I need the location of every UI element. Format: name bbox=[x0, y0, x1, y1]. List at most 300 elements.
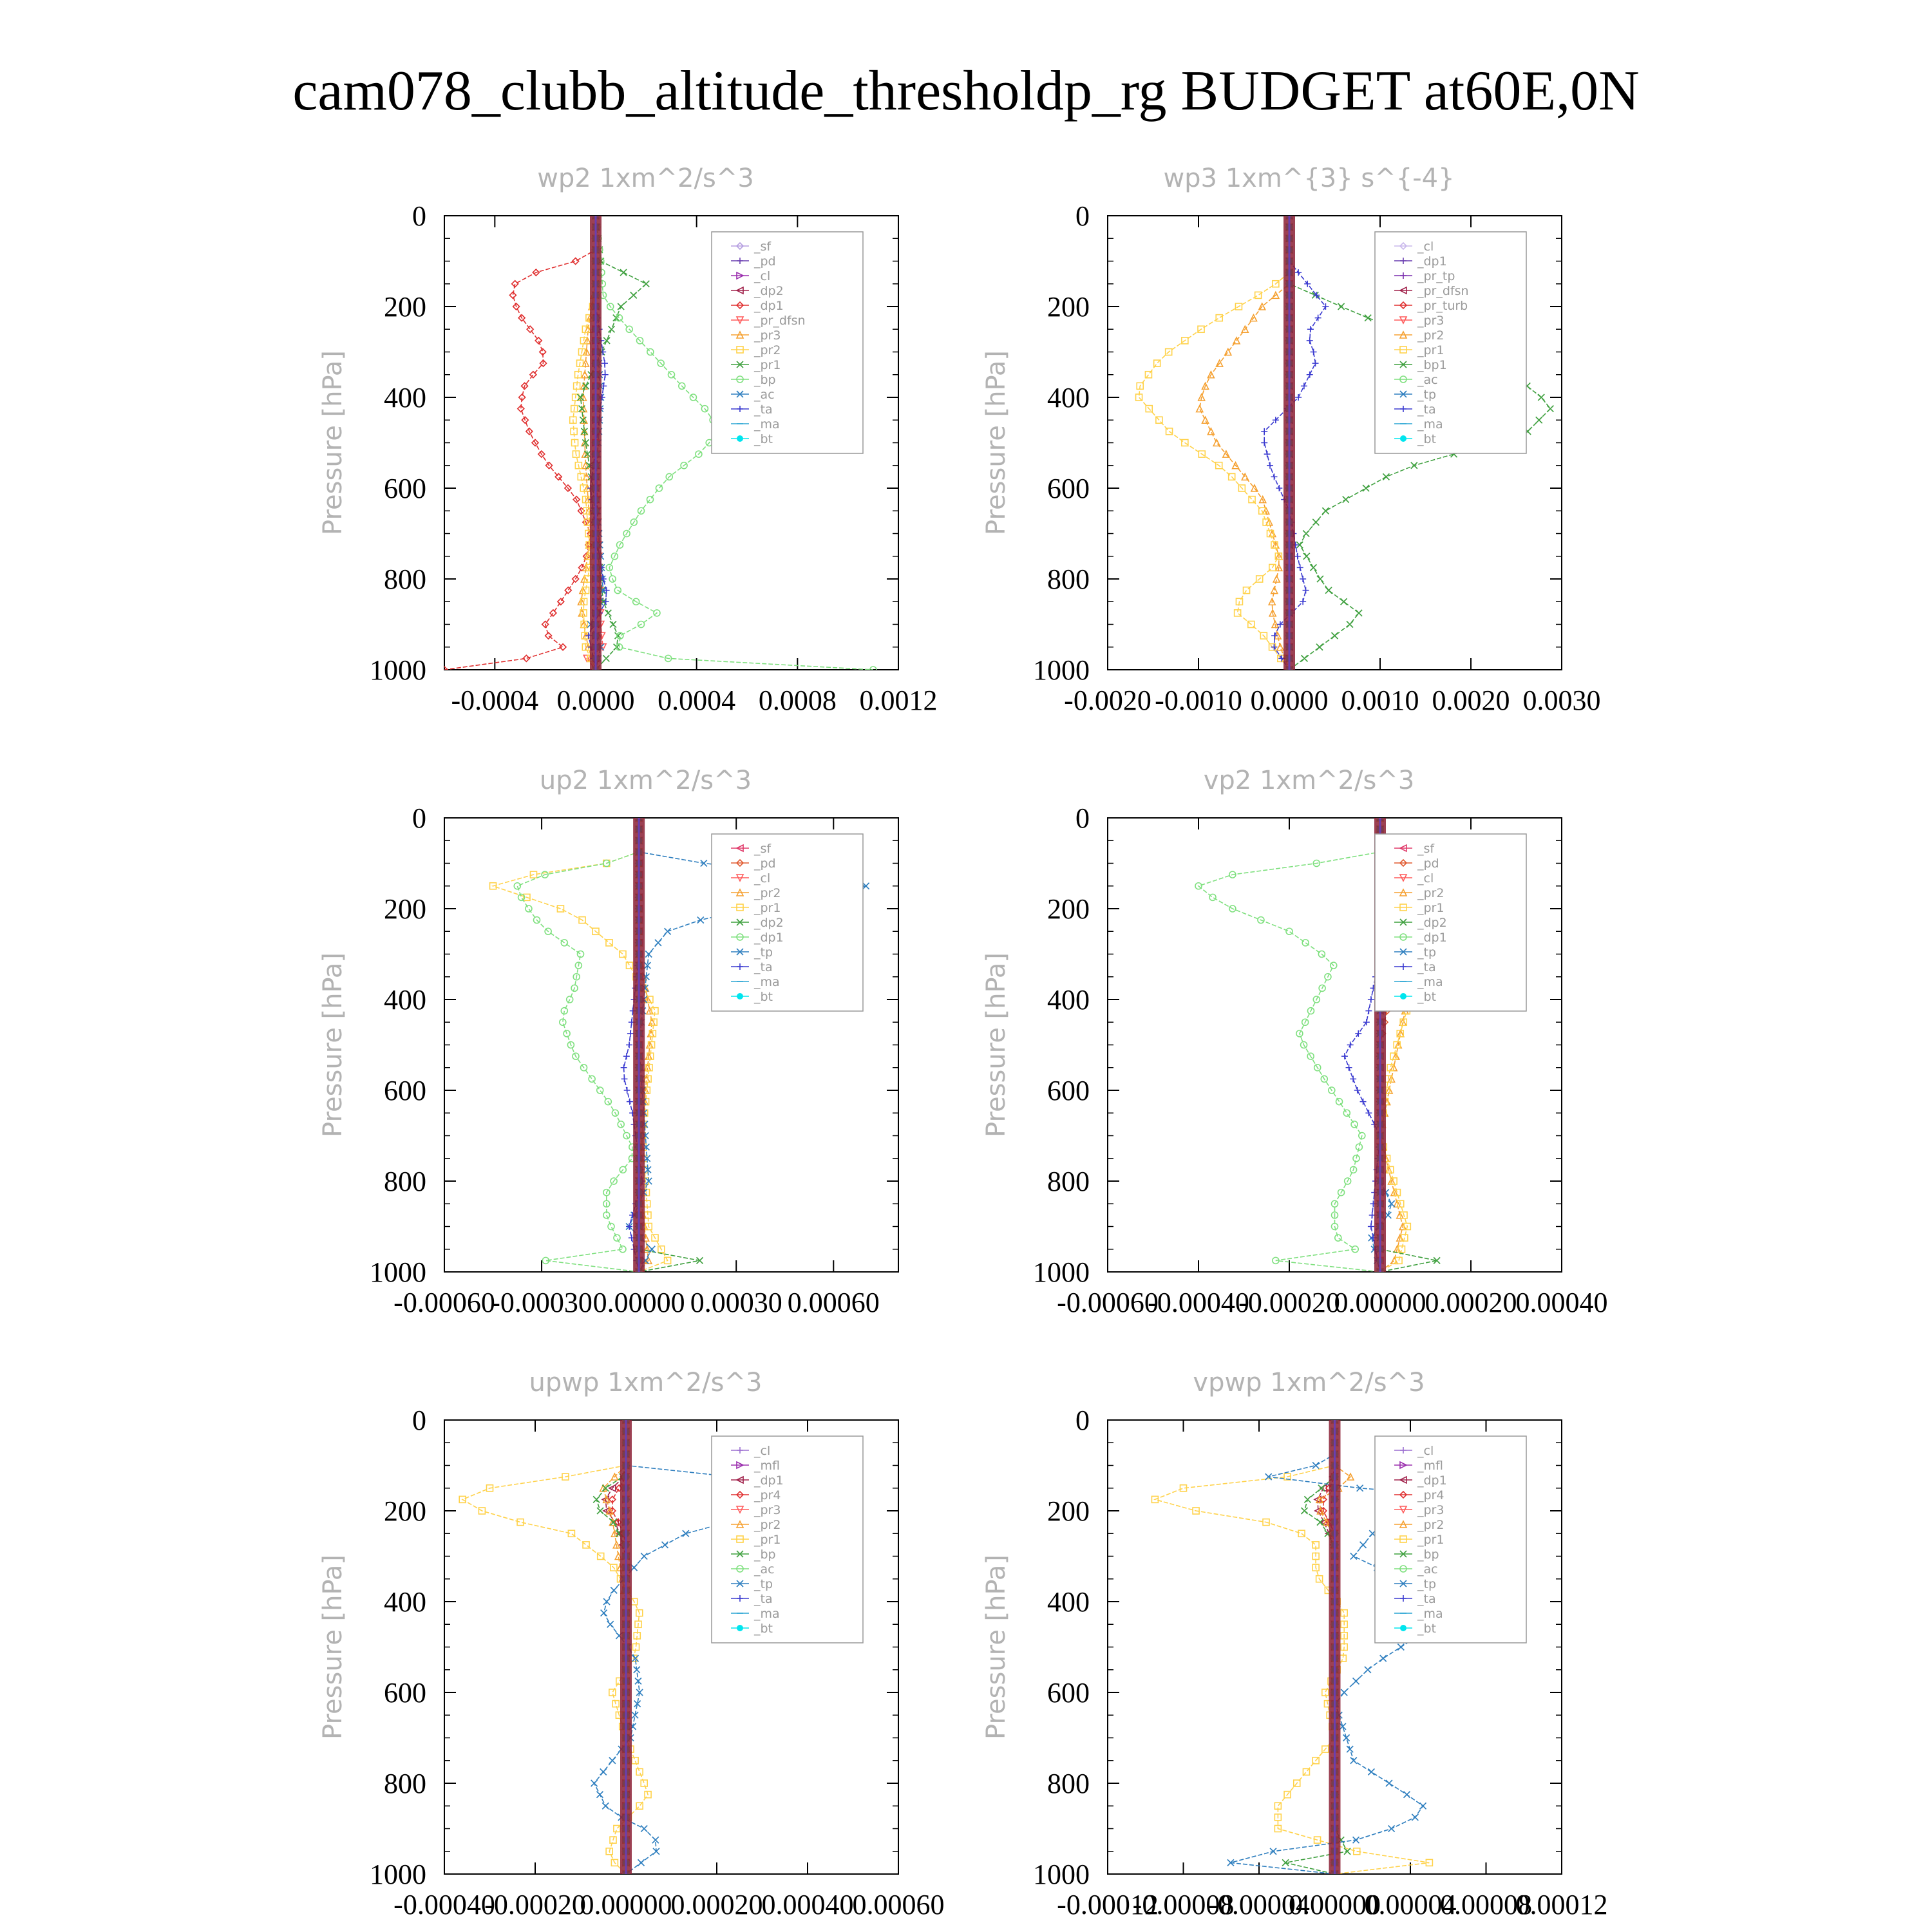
legend bbox=[712, 232, 863, 453]
data-point bbox=[1363, 1019, 1370, 1025]
data-point bbox=[1197, 406, 1203, 412]
x-tick-label: 0.00020 bbox=[1425, 1287, 1517, 1318]
data-point bbox=[623, 1053, 630, 1059]
legend-label: _ta bbox=[1417, 402, 1436, 417]
data-point bbox=[1368, 1224, 1374, 1230]
y-tick-label: 400 bbox=[384, 1586, 426, 1618]
data-point bbox=[1411, 462, 1417, 469]
legend-label: _ac bbox=[754, 388, 775, 402]
x-tick-label: -0.00012 bbox=[1057, 1889, 1159, 1920]
legend-label: _pr_dfsn bbox=[1417, 284, 1469, 298]
data-point bbox=[1312, 360, 1319, 366]
y-tick-label: 200 bbox=[384, 1495, 426, 1527]
legend bbox=[712, 1436, 863, 1643]
data-point bbox=[591, 1780, 598, 1786]
legend-label: _dp1 bbox=[1417, 1473, 1447, 1488]
data-point bbox=[1365, 315, 1371, 321]
data-point bbox=[1420, 1803, 1426, 1809]
y-tick-label: 1000 bbox=[1033, 1256, 1090, 1288]
legend-label: _ma bbox=[754, 1607, 780, 1621]
data-point bbox=[1301, 383, 1307, 389]
data-point bbox=[656, 485, 662, 491]
data-point bbox=[610, 621, 616, 628]
legend-label: _pd bbox=[754, 254, 776, 269]
y-tick-label: 1000 bbox=[370, 654, 426, 686]
x-tick-label: 0.0000 bbox=[1250, 685, 1329, 716]
legend-label: _dp2 bbox=[1417, 916, 1447, 930]
chart-panel-1 bbox=[318, 164, 938, 716]
legend-label: _pr_tp bbox=[1417, 269, 1455, 283]
legend-label: _bp bbox=[754, 373, 776, 387]
legend-label: _bt bbox=[1417, 432, 1437, 446]
legend-label: _pr1 bbox=[1417, 343, 1444, 357]
data-point bbox=[1264, 451, 1271, 457]
legend-label: _bt bbox=[754, 1622, 773, 1636]
x-tick-label: 0.00030 bbox=[690, 1287, 782, 1318]
data-point bbox=[1208, 428, 1214, 435]
data-point bbox=[1261, 440, 1267, 446]
y-tick-label: 200 bbox=[1047, 1495, 1090, 1527]
data-point bbox=[1363, 485, 1369, 491]
data-point bbox=[1271, 473, 1278, 480]
data-point bbox=[1332, 632, 1338, 639]
chart-panel-6 bbox=[981, 1368, 1608, 1920]
legend-label: _pr3 bbox=[754, 328, 781, 343]
data-point bbox=[630, 292, 637, 298]
legend-label: _cl bbox=[1417, 1444, 1434, 1458]
legend-box bbox=[1375, 232, 1526, 453]
legend-label: _cl bbox=[1417, 871, 1434, 886]
chart-panel-2 bbox=[981, 164, 1601, 716]
data-point bbox=[1350, 1757, 1357, 1764]
data-point bbox=[620, 269, 627, 276]
legend-label: _pd bbox=[754, 857, 776, 871]
y-tick-label: 1000 bbox=[370, 1859, 426, 1890]
data-point bbox=[1302, 655, 1308, 661]
x-tick-label: 0.0012 bbox=[859, 685, 938, 716]
legend-label: _bt bbox=[754, 990, 773, 1004]
legend-box bbox=[712, 232, 863, 453]
y-tick-label: 600 bbox=[384, 1075, 426, 1106]
legend-label: _pr_dfsn bbox=[754, 314, 806, 328]
legend-label: _pr1 bbox=[754, 901, 781, 915]
data-point bbox=[1216, 315, 1222, 321]
data-point bbox=[1307, 326, 1314, 332]
x-tick-label: 0.0020 bbox=[1432, 685, 1510, 716]
legend bbox=[1375, 834, 1526, 1011]
legend-label: _ac bbox=[754, 1562, 775, 1577]
legend-label: _mfl bbox=[1417, 1459, 1443, 1473]
data-point bbox=[627, 1030, 634, 1037]
data-point bbox=[1368, 1768, 1374, 1775]
legend-label: _ma bbox=[1417, 975, 1443, 989]
legend-label: _bt bbox=[754, 432, 773, 446]
legend-label: _pr4 bbox=[1417, 1488, 1444, 1502]
data-point bbox=[1312, 1463, 1319, 1469]
x-tick-label: 0.00060 bbox=[852, 1889, 945, 1920]
data-point bbox=[1354, 1087, 1361, 1094]
x-tick-label: 0.00000 bbox=[580, 1889, 672, 1920]
legend-label: _tp bbox=[1417, 388, 1437, 402]
data-point bbox=[1412, 1814, 1418, 1821]
legend-label: _pr3 bbox=[1417, 314, 1444, 328]
y-tick-label: 1000 bbox=[370, 1256, 426, 1288]
data-point bbox=[611, 1587, 617, 1593]
data-point bbox=[602, 372, 609, 378]
y-tick-label: 600 bbox=[384, 473, 426, 504]
legend-label: _ma bbox=[1417, 1607, 1443, 1621]
panel-title: vp2 1xm^2/s^3 bbox=[1203, 766, 1415, 795]
legend-label: _tp bbox=[754, 945, 773, 960]
y-tick-label: 1000 bbox=[1033, 1859, 1090, 1890]
data-point bbox=[1303, 553, 1310, 560]
data-point bbox=[627, 1099, 633, 1105]
data-point bbox=[1380, 1655, 1387, 1662]
legend-label: _dp1 bbox=[1417, 254, 1447, 269]
data-point bbox=[626, 1042, 632, 1048]
figure-title: cam078_clubb_altitude_thresholdp_rg BUDGET at60E,0N bbox=[292, 60, 1640, 122]
x-tick-label: -0.00060 bbox=[393, 1287, 495, 1318]
x-tick-label: -0.00040 bbox=[1148, 1287, 1249, 1318]
chart-panel-4 bbox=[981, 766, 1608, 1318]
data-point bbox=[697, 917, 704, 923]
data-point bbox=[1356, 610, 1362, 616]
data-point bbox=[514, 883, 520, 889]
data-point bbox=[1297, 564, 1303, 571]
legend-label: _ac bbox=[1417, 373, 1438, 387]
data-point bbox=[593, 1496, 600, 1502]
x-tick-label: 0.00060 bbox=[787, 1287, 880, 1318]
data-point bbox=[1276, 485, 1282, 491]
data-point bbox=[1213, 440, 1220, 446]
y-tick-label: 0 bbox=[412, 802, 426, 834]
legend-label: _bt bbox=[1417, 990, 1437, 1004]
legend-label: _cl bbox=[754, 871, 771, 886]
y-tick-label: 600 bbox=[384, 1677, 426, 1709]
series-line-dp1 bbox=[444, 216, 596, 670]
data-point bbox=[1365, 1008, 1372, 1014]
data-point bbox=[624, 1087, 630, 1094]
data-point bbox=[626, 962, 632, 969]
data-point bbox=[1351, 1121, 1358, 1128]
legend-marker bbox=[1400, 435, 1406, 442]
y-axis-label: Pressure [hPa] bbox=[318, 350, 348, 535]
legend-label: _dp1 bbox=[754, 931, 784, 945]
x-tick-label: 0.0010 bbox=[1341, 685, 1419, 716]
data-point bbox=[632, 1757, 638, 1764]
data-point bbox=[647, 349, 654, 355]
chart-panel-3 bbox=[318, 766, 898, 1318]
y-tick-label: 0 bbox=[412, 200, 426, 232]
data-point bbox=[1316, 644, 1323, 650]
data-point bbox=[665, 928, 671, 934]
y-axis-label: Pressure [hPa] bbox=[318, 952, 348, 1137]
data-point bbox=[1343, 497, 1349, 503]
x-tick-label: -0.00004 bbox=[1208, 1889, 1310, 1920]
data-point bbox=[558, 598, 564, 605]
data-point bbox=[647, 497, 653, 503]
x-tick-label: -0.00040 bbox=[393, 1889, 495, 1920]
legend-label: _pr1 bbox=[1417, 1533, 1444, 1547]
legend-label: _pr1 bbox=[1417, 901, 1444, 915]
data-point bbox=[609, 1689, 616, 1696]
data-point bbox=[601, 360, 608, 366]
legend-label: _pr3 bbox=[1417, 1503, 1444, 1517]
data-point bbox=[1315, 315, 1321, 321]
data-point bbox=[1307, 337, 1313, 344]
x-tick-label: -0.00030 bbox=[491, 1287, 592, 1318]
panel-title: wp2 1xm^2/s^3 bbox=[537, 164, 754, 193]
data-point bbox=[608, 1224, 614, 1230]
data-point bbox=[1310, 564, 1316, 571]
data-point bbox=[596, 1792, 603, 1798]
legend-label: _pr1 bbox=[754, 358, 781, 372]
data-point bbox=[1341, 1689, 1347, 1696]
data-point bbox=[1307, 372, 1313, 378]
y-tick-label: 200 bbox=[1047, 893, 1090, 925]
data-point bbox=[1322, 507, 1329, 514]
legend-label: _mfl bbox=[754, 1459, 780, 1473]
y-tick-label: 1000 bbox=[1033, 654, 1090, 686]
data-point bbox=[605, 610, 611, 616]
legend-label: _bp1 bbox=[1417, 358, 1447, 372]
legend-label: _pr2 bbox=[1417, 1518, 1444, 1532]
data-point bbox=[1360, 1099, 1367, 1105]
data-point bbox=[1335, 1235, 1341, 1241]
data-point bbox=[1304, 1496, 1311, 1502]
x-tick-label: 0.0000 bbox=[556, 685, 635, 716]
legend-label: _bp bbox=[754, 1548, 776, 1562]
data-point bbox=[621, 1065, 627, 1071]
legend bbox=[712, 834, 863, 1011]
data-point bbox=[1347, 1746, 1353, 1752]
data-point bbox=[1368, 996, 1374, 1003]
data-point bbox=[1267, 462, 1273, 469]
x-tick-label: 0.00008 bbox=[1440, 1889, 1532, 1920]
data-point bbox=[641, 1780, 647, 1786]
legend-label: _bp bbox=[1417, 1548, 1439, 1562]
data-point bbox=[602, 1803, 609, 1809]
data-point bbox=[1365, 1110, 1372, 1116]
panel-title: wp3 1xm^{3} s^{-4} bbox=[1163, 164, 1455, 193]
legend-label: _tp bbox=[1417, 1577, 1437, 1591]
data-point bbox=[631, 1564, 638, 1571]
legend-label: _pr1 bbox=[754, 1533, 781, 1547]
legend-label: _tp bbox=[1417, 945, 1437, 960]
x-tick-label: -0.0004 bbox=[451, 685, 539, 716]
data-point bbox=[1282, 1859, 1289, 1866]
legend-label: _dp2 bbox=[754, 284, 784, 298]
data-point bbox=[1356, 1144, 1362, 1150]
data-point bbox=[1383, 473, 1389, 480]
y-tick-label: 800 bbox=[1047, 1768, 1090, 1799]
data-point bbox=[1303, 587, 1309, 594]
y-axis-label: Pressure [hPa] bbox=[981, 952, 1011, 1137]
data-point bbox=[1209, 894, 1216, 900]
legend-label: _tp bbox=[754, 1577, 773, 1591]
data-point bbox=[1295, 269, 1302, 276]
legend-marker bbox=[737, 993, 743, 999]
data-point bbox=[614, 1235, 620, 1241]
y-tick-label: 600 bbox=[1047, 473, 1090, 504]
data-point bbox=[1317, 576, 1323, 582]
y-axis-label: Pressure [hPa] bbox=[981, 1555, 1011, 1739]
legend-label: _pr2 bbox=[754, 1518, 781, 1532]
legend-label: _bt bbox=[1417, 1622, 1437, 1636]
data-point bbox=[1311, 349, 1317, 355]
chart-panel-5 bbox=[318, 1368, 945, 1920]
y-tick-label: 0 bbox=[1075, 802, 1090, 834]
data-point bbox=[655, 940, 661, 946]
data-point bbox=[638, 1859, 645, 1866]
data-point bbox=[607, 1621, 614, 1627]
legend-label: _dp2 bbox=[754, 916, 784, 930]
legend-label: _sf bbox=[754, 240, 772, 254]
series-line-dp1 bbox=[517, 818, 639, 1272]
x-tick-label: -0.0010 bbox=[1155, 685, 1242, 716]
y-tick-label: 800 bbox=[1047, 1166, 1090, 1197]
y-tick-label: 800 bbox=[384, 564, 426, 595]
data-point bbox=[643, 281, 649, 287]
panel-title: vpwp 1xm^2/s^3 bbox=[1193, 1368, 1425, 1397]
y-tick-label: 400 bbox=[1047, 984, 1090, 1016]
data-point bbox=[589, 1075, 595, 1082]
data-point bbox=[1300, 576, 1306, 582]
x-tick-label: 0.00000 bbox=[592, 1287, 685, 1318]
legend-label: _pr2 bbox=[1417, 886, 1444, 900]
legend-label: _pr2 bbox=[754, 886, 781, 900]
x-tick-label: -0.00060 bbox=[1057, 1287, 1159, 1318]
data-point bbox=[1353, 1678, 1359, 1684]
y-tick-label: 400 bbox=[384, 984, 426, 1016]
data-point bbox=[601, 1610, 607, 1616]
data-point bbox=[636, 1768, 643, 1775]
legend-label: _dp1 bbox=[1417, 931, 1447, 945]
data-point bbox=[597, 1087, 603, 1094]
legend-label: _dp1 bbox=[754, 299, 784, 313]
y-tick-label: 600 bbox=[1047, 1075, 1090, 1106]
data-point bbox=[1360, 1542, 1367, 1548]
panels bbox=[318, 164, 1608, 1920]
y-tick-label: 600 bbox=[1047, 1677, 1090, 1709]
data-point bbox=[1302, 940, 1309, 946]
data-point bbox=[609, 1757, 616, 1764]
data-point bbox=[1350, 1553, 1357, 1560]
x-tick-label: 0.00000 bbox=[1334, 1287, 1426, 1318]
x-tick-label: 0.00040 bbox=[761, 1889, 854, 1920]
data-point bbox=[550, 610, 556, 616]
y-tick-label: 800 bbox=[384, 1768, 426, 1799]
y-tick-label: 400 bbox=[1047, 1586, 1090, 1618]
x-tick-label: -0.00020 bbox=[1238, 1287, 1340, 1318]
data-point bbox=[1547, 406, 1553, 412]
data-point bbox=[1388, 1826, 1395, 1832]
y-axis-label: Pressure [hPa] bbox=[981, 350, 1011, 535]
data-point bbox=[1271, 644, 1278, 650]
data-point bbox=[641, 1553, 647, 1560]
data-point bbox=[1286, 928, 1293, 934]
data-point bbox=[603, 1598, 610, 1605]
data-point bbox=[1347, 621, 1353, 628]
data-point bbox=[1538, 394, 1544, 401]
data-point bbox=[641, 1826, 647, 1832]
y-tick-label: 200 bbox=[384, 893, 426, 925]
data-point bbox=[573, 258, 579, 265]
x-tick-label: 0.00012 bbox=[1515, 1889, 1608, 1920]
data-point bbox=[1346, 1065, 1352, 1071]
data-point bbox=[1325, 587, 1332, 594]
y-tick-label: 200 bbox=[1047, 291, 1090, 323]
y-tick-label: 0 bbox=[1075, 1405, 1090, 1436]
legend-label: _ac bbox=[1417, 1562, 1438, 1577]
data-point bbox=[1270, 1848, 1276, 1855]
legend-marker bbox=[1400, 993, 1406, 999]
y-tick-label: 200 bbox=[384, 291, 426, 323]
data-point bbox=[662, 1542, 668, 1548]
y-tick-label: 800 bbox=[384, 1166, 426, 1197]
legend-marker bbox=[737, 1625, 743, 1631]
legend-label: _dp1 bbox=[754, 1473, 784, 1488]
data-point bbox=[565, 587, 571, 594]
x-tick-label: 0.0030 bbox=[1522, 685, 1601, 716]
data-point bbox=[1343, 1735, 1350, 1741]
legend-label: _pr2 bbox=[754, 343, 781, 357]
data-point bbox=[1255, 292, 1262, 298]
legend-label: _pr_turb bbox=[1417, 299, 1468, 313]
y-tick-label: 0 bbox=[1075, 200, 1090, 232]
data-point bbox=[1302, 1508, 1308, 1514]
data-point bbox=[1397, 1644, 1404, 1651]
x-tick-label: -0.00020 bbox=[484, 1889, 586, 1920]
legend-label: _cl bbox=[1417, 240, 1434, 254]
data-point bbox=[1365, 1667, 1371, 1673]
legend-label: _pr3 bbox=[754, 1503, 781, 1517]
data-point bbox=[1338, 303, 1345, 310]
legend-label: _cl bbox=[754, 269, 771, 283]
legend bbox=[1375, 232, 1526, 453]
x-tick-label: 0.00000 bbox=[1289, 1889, 1381, 1920]
data-point bbox=[683, 1530, 689, 1537]
legend-label: _ma bbox=[1417, 417, 1443, 431]
data-point bbox=[1388, 1200, 1395, 1207]
y-tick-label: 400 bbox=[384, 382, 426, 413]
legend-label: _ma bbox=[754, 975, 780, 989]
legend-label: _ma bbox=[754, 417, 780, 431]
panel-title: up2 1xm^2/s^3 bbox=[539, 766, 752, 795]
legend-marker bbox=[1400, 1625, 1406, 1631]
data-point bbox=[1312, 519, 1319, 526]
data-point bbox=[1303, 531, 1309, 537]
y-tick-label: 0 bbox=[412, 1405, 426, 1436]
legend bbox=[1375, 1436, 1526, 1643]
x-tick-label: 0.00020 bbox=[670, 1889, 763, 1920]
data-point bbox=[1536, 417, 1542, 423]
x-tick-label: 0.00004 bbox=[1364, 1889, 1457, 1920]
data-point bbox=[1202, 417, 1209, 423]
x-tick-label: 0.0008 bbox=[758, 685, 837, 716]
data-point bbox=[621, 1075, 627, 1082]
legend-label: _pr2 bbox=[1417, 328, 1444, 343]
legend-label: _ta bbox=[1417, 1592, 1436, 1606]
legend-marker bbox=[737, 435, 743, 442]
panel-title: upwp 1xm^2/s^3 bbox=[529, 1368, 762, 1397]
series-line-pr1 bbox=[462, 1420, 648, 1874]
x-tick-label: 0.0004 bbox=[658, 685, 736, 716]
legend-label: _ta bbox=[754, 1592, 773, 1606]
data-point bbox=[1350, 1075, 1356, 1082]
y-axis-label: Pressure [hPa] bbox=[318, 1555, 348, 1739]
data-point bbox=[1347, 1042, 1354, 1048]
